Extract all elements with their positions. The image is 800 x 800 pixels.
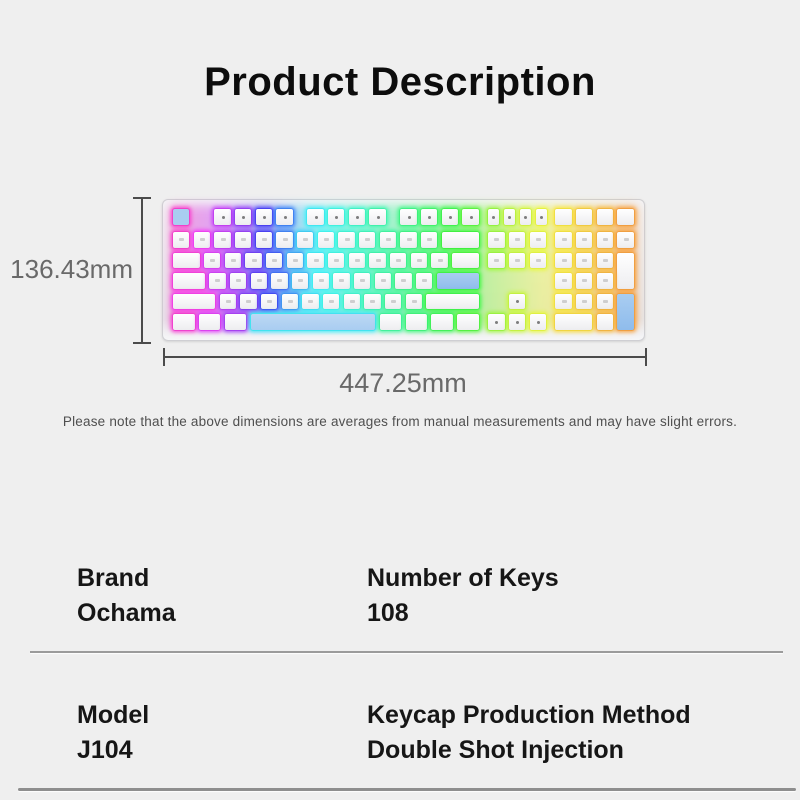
key-legend-icon bbox=[492, 216, 495, 219]
keyboard-key bbox=[487, 252, 505, 270]
keyboard-key bbox=[405, 313, 429, 331]
keyboard-key bbox=[441, 231, 480, 249]
keyboard-key bbox=[415, 272, 433, 290]
keyboard-key bbox=[596, 272, 614, 290]
keyboard-key bbox=[575, 293, 593, 311]
key-legend bbox=[221, 238, 226, 241]
keyboard-key bbox=[575, 208, 593, 226]
keyboard-key bbox=[291, 272, 309, 290]
keyboard-key bbox=[327, 252, 345, 270]
key-legend bbox=[298, 279, 303, 282]
key-legend bbox=[494, 259, 499, 262]
key-legend-icon bbox=[242, 216, 245, 219]
key-legend bbox=[334, 259, 339, 262]
keyboard-key bbox=[368, 208, 386, 226]
keyboard-key bbox=[172, 313, 196, 331]
key-legend bbox=[438, 259, 443, 262]
key-legend bbox=[515, 259, 520, 262]
keyboard-key bbox=[389, 252, 407, 270]
key-legend bbox=[288, 300, 293, 303]
key-legend bbox=[562, 279, 567, 282]
key-legend bbox=[293, 259, 298, 262]
height-dimension-line bbox=[141, 197, 143, 344]
key-legend bbox=[582, 259, 587, 262]
key-legend bbox=[386, 238, 391, 241]
width-dimension-line bbox=[163, 356, 647, 358]
key-legend bbox=[246, 300, 251, 303]
keyboard-key bbox=[337, 231, 355, 249]
keyboard-key bbox=[596, 252, 614, 270]
measurement-note: Please note that the above dimensions are averages from manual measurements and may have slight errors. bbox=[62, 414, 738, 429]
key-legend bbox=[582, 300, 587, 303]
keyboard-key bbox=[358, 231, 376, 249]
key-legend-icon bbox=[537, 321, 540, 324]
key-legend bbox=[339, 279, 344, 282]
keyboard-key bbox=[554, 208, 572, 226]
keyboard-key bbox=[224, 252, 242, 270]
keyboard-key bbox=[172, 231, 190, 249]
keyboard-key bbox=[441, 208, 459, 226]
key-legend bbox=[422, 279, 427, 282]
keyboard-key bbox=[317, 231, 335, 249]
keyboard-key bbox=[394, 272, 412, 290]
key-legend bbox=[412, 300, 417, 303]
width-dimension-label: 447.25mm bbox=[339, 368, 467, 398]
key-legend-icon bbox=[495, 321, 498, 324]
spec-brand bbox=[77, 561, 176, 631]
key-legend bbox=[350, 300, 355, 303]
keyboard-key bbox=[487, 231, 505, 249]
key-legend bbox=[494, 238, 499, 241]
keyboard-key bbox=[379, 313, 403, 331]
keyboard-key bbox=[270, 272, 288, 290]
key-legend bbox=[308, 300, 313, 303]
keyboard-key bbox=[275, 208, 293, 226]
key-legend bbox=[179, 238, 184, 241]
keyboard-key bbox=[554, 272, 572, 290]
keyboard-key bbox=[286, 252, 304, 270]
key-legend bbox=[417, 259, 422, 262]
keyboard-key bbox=[193, 231, 211, 249]
keyboard-key bbox=[535, 208, 548, 226]
key-legend-icon bbox=[377, 216, 380, 219]
keyboard-key bbox=[203, 252, 221, 270]
spec-value: Double Shot Injection bbox=[367, 736, 624, 764]
keyboard-key bbox=[425, 293, 480, 311]
spec-number-of-keys bbox=[367, 561, 559, 631]
key-legend-icon bbox=[470, 216, 473, 219]
keyboard-key bbox=[363, 293, 381, 311]
key-legend-icon bbox=[516, 300, 519, 303]
keyboard-key bbox=[281, 293, 299, 311]
key-legend bbox=[272, 259, 277, 262]
keyboard-key bbox=[374, 272, 392, 290]
keyboard-key bbox=[172, 252, 201, 270]
keyboard-key bbox=[508, 313, 526, 331]
key-legend bbox=[355, 259, 360, 262]
key-legend bbox=[360, 279, 365, 282]
keyboard-key bbox=[456, 313, 480, 331]
keyboard-key bbox=[301, 293, 319, 311]
keyboard-key bbox=[575, 231, 593, 249]
keyboard-key bbox=[250, 313, 377, 331]
keyboard-key bbox=[213, 208, 231, 226]
keyboard-key bbox=[384, 293, 402, 311]
keyboard-key bbox=[554, 313, 593, 331]
keyboard-key bbox=[487, 313, 505, 331]
key-legend bbox=[401, 279, 406, 282]
keyboard-key bbox=[420, 231, 438, 249]
divider bbox=[18, 788, 796, 791]
spec-value: Ochama bbox=[77, 599, 176, 627]
keyboard-key bbox=[430, 313, 454, 331]
keyboard-key bbox=[461, 208, 479, 226]
key-legend-icon bbox=[284, 216, 287, 219]
key-legend bbox=[200, 238, 205, 241]
key-legend bbox=[391, 300, 396, 303]
key-legend bbox=[603, 279, 608, 282]
key-legend bbox=[210, 259, 215, 262]
keyboard-key bbox=[353, 272, 371, 290]
key-legend bbox=[267, 300, 272, 303]
keyboard-key bbox=[213, 231, 231, 249]
key-legend bbox=[603, 300, 608, 303]
keyboard-key bbox=[322, 293, 340, 311]
keyboard-key bbox=[508, 293, 526, 311]
keyboard-key bbox=[554, 293, 572, 311]
spec-label: Brand bbox=[77, 564, 150, 592]
keyboard-key bbox=[306, 208, 324, 226]
keyboard-key bbox=[312, 272, 330, 290]
keyboard-key bbox=[296, 231, 314, 249]
key-legend bbox=[427, 238, 432, 241]
keyboard-key bbox=[575, 252, 593, 270]
key-legend bbox=[277, 279, 282, 282]
keyboard-key bbox=[596, 208, 614, 226]
keyboard-key bbox=[229, 272, 247, 290]
keyboard-key bbox=[327, 208, 345, 226]
key-legend bbox=[303, 238, 308, 241]
key-legend bbox=[257, 279, 262, 282]
keyboard-key bbox=[343, 293, 361, 311]
key-legend bbox=[365, 238, 370, 241]
keyboard-key bbox=[234, 208, 252, 226]
keyboard-key bbox=[260, 293, 278, 311]
keyboard-key bbox=[172, 272, 206, 290]
keyboard-key bbox=[487, 208, 500, 226]
keyboard-key bbox=[399, 231, 417, 249]
keyboard-key bbox=[332, 272, 350, 290]
key-legend bbox=[624, 238, 629, 241]
key-legend bbox=[231, 259, 236, 262]
divider bbox=[30, 651, 783, 653]
key-legend-icon bbox=[516, 321, 519, 324]
keyboard-key bbox=[255, 208, 273, 226]
keyboard-key bbox=[529, 231, 547, 249]
key-legend bbox=[396, 259, 401, 262]
keyboard-key bbox=[554, 252, 572, 270]
keyboard-key bbox=[529, 313, 547, 331]
keyboard-key bbox=[405, 293, 423, 311]
keyboard-key bbox=[529, 252, 547, 270]
key-legend bbox=[536, 259, 541, 262]
spec-value: J104 bbox=[77, 736, 133, 764]
key-legend bbox=[562, 259, 567, 262]
key-legend-icon bbox=[428, 216, 431, 219]
keyboard-key bbox=[503, 208, 516, 226]
keyboard-key bbox=[575, 272, 593, 290]
key-legend bbox=[407, 238, 412, 241]
keyboard-key bbox=[219, 293, 237, 311]
page-title: Product Description bbox=[204, 60, 596, 104]
keyboard-key bbox=[255, 231, 273, 249]
keyboard-key bbox=[596, 313, 614, 331]
spec-label: Model bbox=[77, 701, 150, 729]
key-legend-icon bbox=[222, 216, 225, 219]
keyboard-key bbox=[348, 252, 366, 270]
key-legend-icon bbox=[524, 216, 527, 219]
keyboard-key bbox=[234, 231, 252, 249]
keyboard-key bbox=[244, 252, 262, 270]
key-legend-icon bbox=[263, 216, 266, 219]
key-legend-icon bbox=[508, 216, 511, 219]
key-legend bbox=[314, 259, 319, 262]
keyboard-key bbox=[172, 208, 190, 226]
key-legend bbox=[329, 300, 334, 303]
keyboard-key bbox=[379, 231, 397, 249]
keyboard-key bbox=[224, 313, 248, 331]
key-legend bbox=[324, 238, 329, 241]
key-legend bbox=[262, 238, 267, 241]
key-legend bbox=[562, 238, 567, 241]
keyboard-key bbox=[508, 252, 526, 270]
keyboard-key bbox=[519, 208, 532, 226]
keyboard-key bbox=[616, 208, 634, 226]
keyboard-key bbox=[250, 272, 268, 290]
keyboard-key bbox=[348, 208, 366, 226]
key-legend bbox=[562, 300, 567, 303]
key-legend bbox=[345, 238, 350, 241]
key-legend bbox=[603, 238, 608, 241]
spec-keycap-method bbox=[367, 698, 691, 768]
key-legend bbox=[283, 238, 288, 241]
key-legend bbox=[376, 259, 381, 262]
keyboard-key bbox=[430, 252, 448, 270]
key-legend bbox=[226, 300, 231, 303]
keyboard-key bbox=[410, 252, 428, 270]
keyboard-key bbox=[616, 231, 634, 249]
key-legend-icon bbox=[356, 216, 359, 219]
key-legend bbox=[241, 238, 246, 241]
keyboard-key bbox=[616, 293, 634, 331]
keyboard-illustration bbox=[162, 199, 645, 341]
keyboard-key bbox=[596, 231, 614, 249]
keyboard-key bbox=[208, 272, 226, 290]
key-legend bbox=[582, 238, 587, 241]
spec-label: Number of Keys bbox=[367, 564, 559, 592]
keyboard-key bbox=[420, 208, 438, 226]
key-legend bbox=[603, 259, 608, 262]
keyboard-key bbox=[306, 252, 324, 270]
spec-value: 108 bbox=[367, 599, 409, 627]
key-legend bbox=[319, 279, 324, 282]
key-legend bbox=[381, 279, 386, 282]
key-legend-icon bbox=[408, 216, 411, 219]
keyboard-key bbox=[554, 231, 572, 249]
key-legend bbox=[370, 300, 375, 303]
keyboard-key bbox=[616, 252, 634, 290]
keyboard-key bbox=[508, 231, 526, 249]
key-legend bbox=[515, 238, 520, 241]
key-legend bbox=[536, 238, 541, 241]
key-legend bbox=[236, 279, 241, 282]
keyboard-key bbox=[239, 293, 257, 311]
key-legend bbox=[215, 279, 220, 282]
key-legend-icon bbox=[540, 216, 543, 219]
spec-model bbox=[77, 698, 149, 768]
keyboard-key bbox=[436, 272, 480, 290]
key-legend bbox=[582, 279, 587, 282]
keyboard-key bbox=[368, 252, 386, 270]
height-dimension-label: 136.43mm bbox=[10, 254, 133, 284]
key-legend bbox=[252, 259, 257, 262]
keyboard-key bbox=[596, 293, 614, 311]
keyboard-key bbox=[399, 208, 417, 226]
keyboard-key bbox=[275, 231, 293, 249]
keyboard-key bbox=[265, 252, 283, 270]
key-legend-icon bbox=[315, 216, 318, 219]
key-legend-icon bbox=[449, 216, 452, 219]
spec-label: Keycap Production Method bbox=[367, 701, 691, 729]
keyboard-key bbox=[172, 293, 216, 311]
keyboard-key bbox=[198, 313, 222, 331]
keyboard-key bbox=[451, 252, 480, 270]
key-legend-icon bbox=[335, 216, 338, 219]
